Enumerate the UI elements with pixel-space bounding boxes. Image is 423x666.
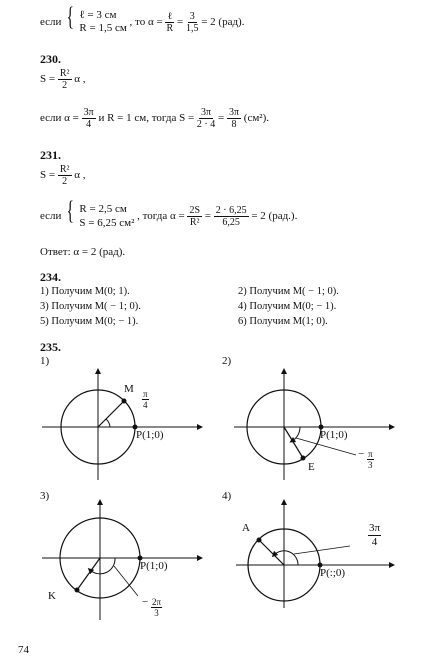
diagram-3-point-k [75,588,80,593]
p231-line2: если { R = 2,5 см S = 6,25 см² , тогда α = $\frac{2S}{\text{R²}}$ = $\frac{2 \cdot 6,25}{6,25}$ = 2 (рад.). [40,196,298,230]
diagram-2-angle: − $\frac{\pi}{3}$ [358,448,373,470]
p229-frac2: $\frac{3}{1,5}$ [185,10,199,34]
p230-s-frac: $\frac{\text{R²}}{2}$ [59,68,70,91]
p235-number: 235. [40,340,61,354]
diagram-4-point-a-label: A [242,522,250,534]
p230-result-frac: $\frac{3\pi}{8}$ [228,107,240,130]
page-number: 74 [18,644,29,656]
diagram-4-angle: $\frac{3\pi}{4}$ [369,522,381,548]
diagram-4-radius [259,540,284,565]
diagram-4-p-label: P(:;0) [320,567,346,579]
diagram-1-angle: $\frac{\pi}{4}$ [143,389,148,410]
p229-mid: , то α = [129,16,163,28]
p234-item-1: 1) Получим M(0; 1). [40,286,130,297]
diagram-3-leader [114,566,138,596]
p231-number: 231. [40,148,61,162]
diagram-4-label: 4) [222,490,232,502]
p231-cond1: R = 2,5 см [79,203,127,216]
p234-item-2: 2) Получим M( − 1; 0). [238,286,339,297]
p234-item-4: 4) Получим M(0; − 1). [238,301,337,312]
p231-s-frac: $\frac{\text{R²}}{2}$ [59,164,70,187]
p229-line [40,4,244,35]
diagram-1-p-label: P(1;0) [136,429,164,441]
p231-formula: S = $\frac{\text{R²}}{2}$ α , [40,164,86,187]
diagram-2-label: 2) [222,355,232,367]
p231-brace: { [66,196,75,225]
diagram-4-svg [222,490,412,610]
p230-s-value-frac: $\frac{3\pi}{2 \cdot 4}$ [196,107,216,130]
diagram-1-label: 1) [40,355,50,367]
p231-frac2: $\frac{2 \cdot 6,25}{6,25}$ [215,204,247,228]
diagram-2-point-e [301,456,306,461]
p230-number: 230. [40,52,61,66]
p231-cond2: S = 6,25 см² [79,217,135,230]
p230-alpha-frac: $\frac{3\pi}{4}$ [83,107,94,130]
p229-tail: = 2 (рад). [201,16,245,28]
diagram-4-leader [294,546,350,554]
diagram-1-radius [98,401,124,427]
diagram-3-angle: − $\frac{2\pi}{3}$ [142,596,162,618]
p231-frac1: $\frac{2S}{\text{R²}}$ [189,204,201,228]
p229-cond2: R = 1,5 см [79,22,127,35]
diagram-4-point-a [257,538,262,543]
p234-number: 234. [40,270,61,284]
p229-brace: { [66,2,75,31]
diagram-3-radius [77,558,100,590]
p230-line2: если α = $\frac{3\pi}{4}$ и R = 1 см, тогда S = $\frac{3\pi}{2 \cdot 4}$ = $\frac{3\pi}{8}$ (см²). [40,107,269,130]
diagram-3-point-k-label: K [48,590,56,602]
diagram-2-p-label: P(1;0) [320,429,348,441]
diagram-3-label: 3) [40,490,50,502]
diagram-3-p-label: P(1;0) [140,560,168,572]
diagram-1 [30,355,210,485]
diagram-1-arc [106,419,110,427]
diagram-4 [222,490,412,610]
p234-item-3: 3) Получим M( − 1; 0). [40,301,141,312]
p229-intro: если [40,16,62,28]
diagram-2-radius [284,427,303,458]
diagram-2 [222,355,412,485]
diagram-2-svg [222,355,412,485]
p234-item-5: 5) Получим M(0; − 1). [40,316,139,327]
p234-item-6: 6) Получим M(1; 0). [238,316,328,327]
diagram-1-svg [30,355,210,485]
p231-answer: Ответ: α = 2 (рад). [40,246,126,258]
diagram-3 [30,490,210,640]
p230-formula: S = $\frac{\text{R²}}{2}$ α , [40,68,86,91]
diagram-1-point-m-label: M [124,383,134,395]
p229-cond1: ℓ = 3 см [79,9,117,22]
diagram-1-point-m [122,399,127,404]
p229-eq: = [176,16,184,28]
diagram-3-svg [30,490,210,640]
diagram-2-point-e-label: E [308,461,315,473]
p229-frac1: $\frac{\text{ℓ}}{R}$ [166,10,174,34]
